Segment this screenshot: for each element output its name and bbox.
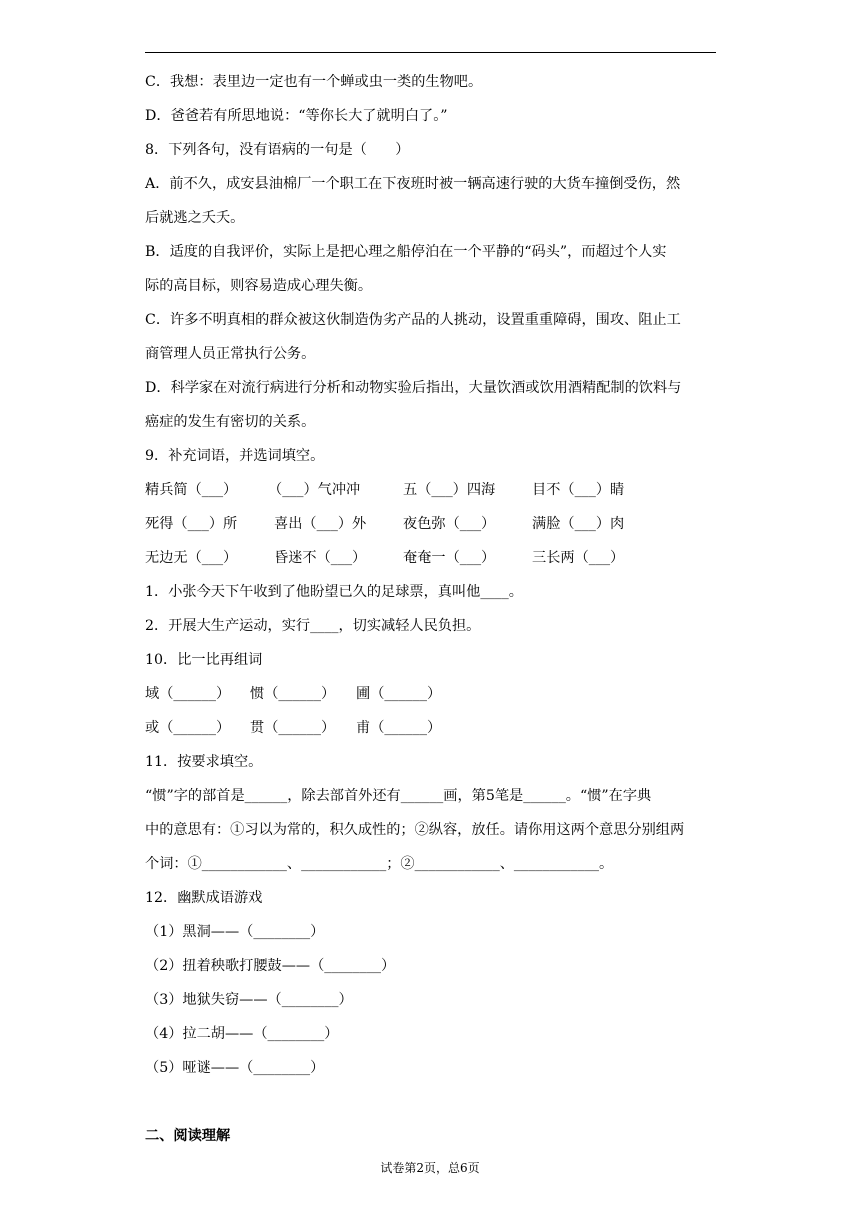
q12-item-5: （5）哑谜——（________） <box>145 1060 325 1076</box>
q8-option-b-line1: B．适度的自我评价，实际上是把心理之船停泊在一个平静的“码头”，而超过个人实 <box>145 244 667 260</box>
q9-stem: 9．补充词语，并选词填空。 <box>145 448 325 464</box>
q9-idiom: 无边无（___） <box>145 550 238 566</box>
q9-idiom: 奄奄一（___） <box>403 550 496 566</box>
q9-idiom: 喜出（___）外 <box>274 516 367 532</box>
q9-idiom: 满脸（___）肉 <box>532 516 625 532</box>
q8-option-b-line2: 际的高目标，则容易造成心理失衡。 <box>145 278 373 294</box>
q9-idiom: 精兵简（___） <box>145 482 238 498</box>
q8-option-d-line2: 癌症的发生有密切的关系。 <box>145 414 316 430</box>
q9-idiom: 夜色弥（___） <box>403 516 496 532</box>
q12-item-1: （1）黑洞——（________） <box>145 924 325 940</box>
page-footer: 试卷第2页，总6页 <box>380 1161 480 1175</box>
q8-option-d-line1: D．科学家在对流行病进行分析和动物实验后指出，大量饮酒或饮用酒精配制的饮料与 <box>145 380 682 396</box>
q12-item-2: （2）扭着秧歌打腰鼓——（________） <box>145 958 396 974</box>
q7-option-d: D．爸爸若有所思地说：“等你长大了就明白了。” <box>145 108 448 124</box>
q12-item-4: （4）拉二胡——（________） <box>145 1026 339 1042</box>
q9-idiom: 三长两（___） <box>532 550 625 566</box>
q9-idiom: 五（___）四海 <box>403 482 496 498</box>
q9-idiom: （___）气冲冲 <box>268 482 361 498</box>
q8-option-a-line2: 后就逃之夭夭。 <box>145 210 245 226</box>
header-rule <box>145 52 716 53</box>
q10-char-blank: 或（______） <box>145 720 231 736</box>
q9-idiom: 目不（___）睛 <box>532 482 625 498</box>
section-two-heading: 二、阅读理解 <box>145 1128 231 1144</box>
q8-option-a-line1: A．前不久，成安县油棉厂一个职工在下夜班时被一辆高速行驶的大货车撞倒受伤，然 <box>145 176 681 192</box>
q9-fill-2: 2．开展大生产运动，实行____，切实减轻人民负担。 <box>145 618 481 634</box>
q9-fill-1: 1．小张今天下午收到了他盼望已久的足球票，真叫他____。 <box>145 584 523 600</box>
q8-option-c-line1: C．许多不明真相的群众被这伙制造伪劣产品的人挑动，设置重重障碍，围攻、阻止工 <box>145 312 681 328</box>
q10-char-blank: 圃（______） <box>356 686 442 702</box>
q9-idiom: 昏迷不（___） <box>274 550 367 566</box>
q12-item-3: （3）地狱失窃——（________） <box>145 992 353 1008</box>
q12-title: 12．幽默成语游戏 <box>145 890 263 906</box>
q8-stem: 8．下列各句，没有语病的一句是（ ） <box>145 142 410 158</box>
q10-title: 10．比一比再组词 <box>145 652 263 668</box>
q10-char-blank: 域（______） <box>145 686 231 702</box>
q10-char-blank: 甫（______） <box>356 720 442 736</box>
q11-title: 11．按要求填空。 <box>145 754 263 770</box>
q9-idiom: 死得（___）所 <box>145 516 238 532</box>
q8-option-c-line2: 商管理人员正常执行公务。 <box>145 346 316 362</box>
q10-char-blank: 贯（______） <box>250 720 336 736</box>
q10-char-blank: 惯（______） <box>250 686 336 702</box>
q11-line-3: 个词：①____________、____________；②____________、____________。 <box>145 856 614 872</box>
q11-line-1: “惯”字的部首是______，除去部首外还有______画，第5笔是______。“惯”在字典 <box>145 788 652 804</box>
q11-line-2: 中的意思有：①习以为常的，积久成性的；②纵容，放任。请你用这两个意思分别组两 <box>145 822 685 838</box>
q7-option-c: C．我想：表里边一定也有一个蝉或虫一类的生物吧。 <box>145 74 483 90</box>
